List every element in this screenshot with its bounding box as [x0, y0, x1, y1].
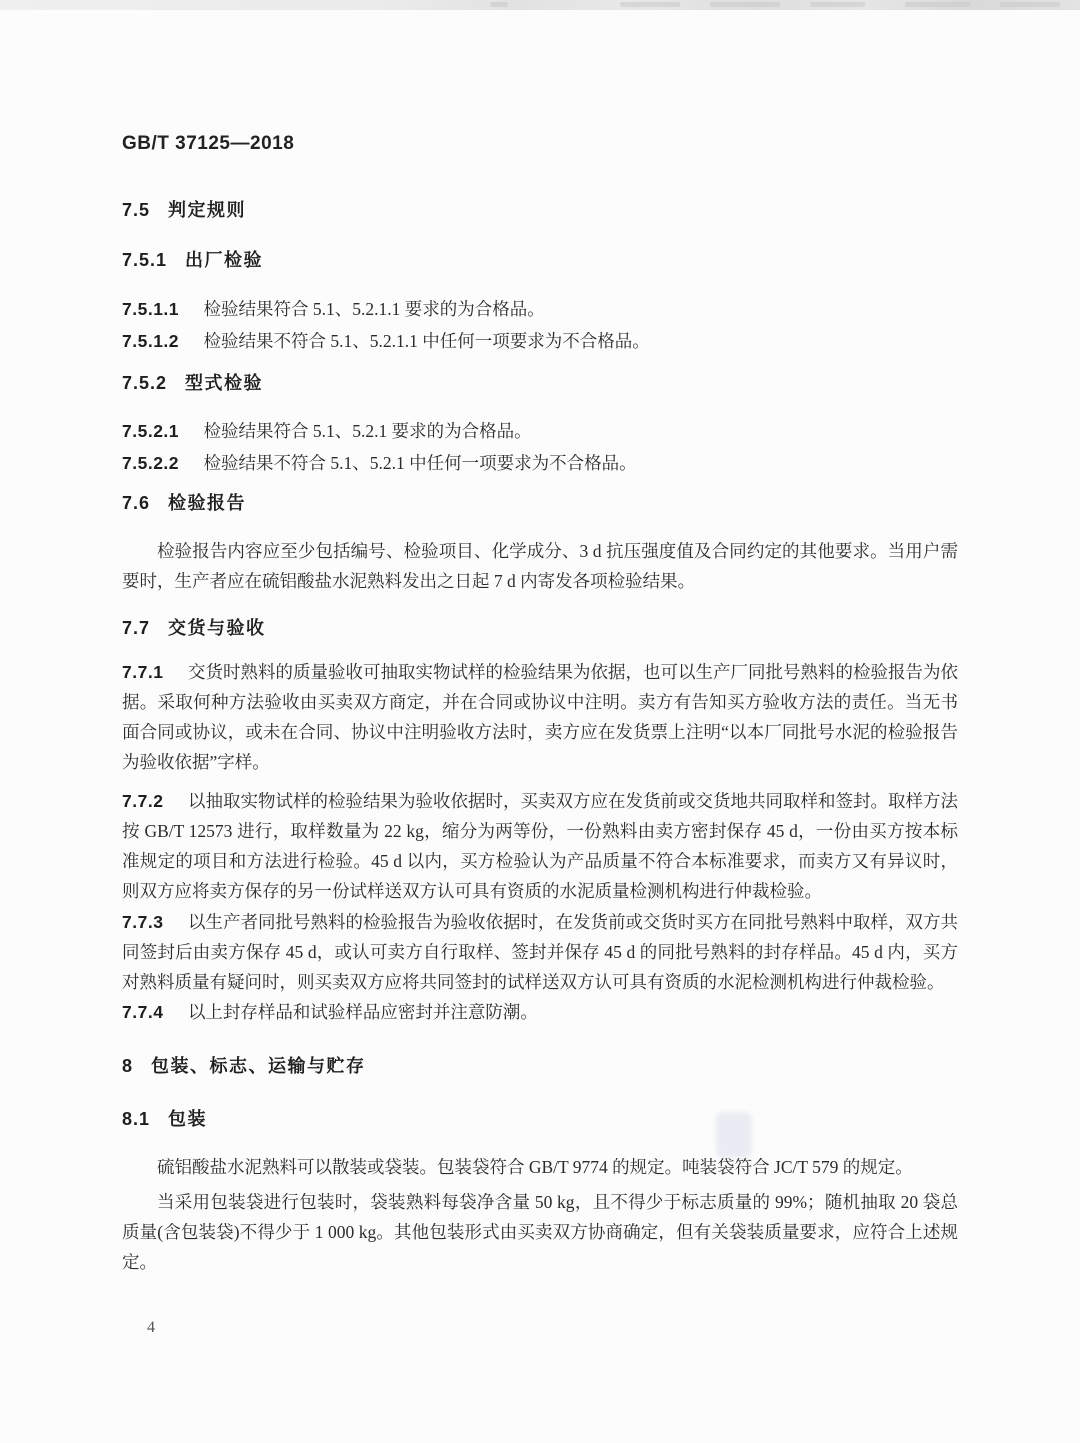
paragraph-bag-weight: 当采用包装袋进行包装时，袋装熟料每袋净含量 50 kg，且不得少于标志质量的 99%；随机抽取 20 袋总质量(含包装袋)不得少于 1 000 kg。其他包装形式由买卖双方协商确定，但有关袋装质量要求，应符合上述规定。	[122, 1192, 958, 1272]
section-heading-7-7	[122, 616, 958, 640]
section-title: 包装、标志、运输与贮存	[151, 1056, 366, 1076]
clause-7-7-4	[122, 997, 958, 1027]
clause-number: 7.7.2	[122, 791, 164, 811]
section-number: 7.7	[122, 618, 151, 638]
clause-text: 检验结果不符合 5.1、5.2.1 中任何一项要求为不合格品。	[203, 453, 637, 473]
clause-text: 检验结果不符合 5.1、5.2.1.1 中任何一项要求为不合格品。	[203, 331, 650, 351]
paragraph-inspection-report: 检验报告内容应至少包括编号、检验项目、化学成分、3 d 抗压强度值及合同约定的其他要求。当用户需要时，生产者应在硫铝酸盐水泥熟料发出之日起 7 d 内寄发各项检验结果。	[122, 541, 958, 591]
section-heading-7-5	[122, 198, 958, 222]
clause-number: 7.5.2.1	[122, 421, 180, 441]
clause-number: 7.7.3	[122, 912, 164, 932]
section-number: 7.5.1	[122, 250, 168, 270]
section-title: 型式检验	[185, 373, 264, 393]
clause-text: 检验结果符合 5.1、5.2.1.1 要求的为合格品。	[203, 299, 545, 319]
clause-number: 7.5.1.2	[122, 331, 180, 351]
clause-text: 以生产者同批号熟料的检验报告为验收依据时，在发货前或交货时买方在同批号熟料中取样，双方共同签封后由卖方保存 45 d，或认可卖方自行取样、签封并保存 45 d 的同批号熟料的封存样品。45 d 内，买方对熟料质量有疑问时，则买卖双方应将共同签封的试样送双方认可具有资质的水泥检测机构进行仲裁检验。	[122, 912, 958, 992]
paragraph-packaging-bags: 硫铝酸盐水泥熟料可以散装或袋装。包装袋符合 GB/T 9774 的规定。吨装袋符合 JC/T 579 的规定。	[157, 1157, 913, 1177]
clause-text: 交货时熟料的质量验收可抽取实物试样的检验结果为依据，也可以生产厂同批号熟料的检验报告为依据。采取何种方法验收由买卖双方商定，并在合同或协议中注明。卖方有告知买方验收方法的责任。当无书面合同或协议，或未在合同、协议中注明验收方法时，卖方应在发货票上注明“以本厂同批号水泥的检验报告为验收依据”字样。	[122, 662, 958, 772]
clause-7-7-1	[122, 657, 958, 777]
clause-text: 以上封存样品和试验样品应密封并注意防潮。	[187, 1002, 538, 1022]
clause-7-7-2	[122, 786, 958, 906]
section-title: 判定规则	[168, 200, 247, 220]
section-title: 出厂检验	[185, 250, 264, 270]
clause-number: 7.7.4	[122, 1002, 164, 1022]
clause-7-5-1-1	[122, 294, 958, 324]
clause-number: 7.7.1	[122, 662, 164, 682]
section-heading-7-6	[122, 491, 958, 515]
doc-number: GB/T 37125—2018	[122, 133, 295, 154]
section-heading-8	[122, 1054, 958, 1078]
section-number: 7.6	[122, 493, 151, 513]
section-title: 包装	[168, 1109, 208, 1129]
section-heading-7-5-1	[122, 248, 958, 272]
clause-text: 检验结果符合 5.1、5.2.1 要求的为合格品。	[203, 421, 532, 441]
section-number: 7.5	[122, 200, 151, 220]
clause-text: 以抽取实物试样的检验结果为验收依据时，买卖双方应在发货前或交货地共同取样和签封。取样方法按 GB/T 12573 进行，取样数量为 22 kg，缩分为两等份，一份熟料由卖方密封保存 45 d，一份由买方按本标准规定的项目和方法进行检验。45 d 以内，买方检验认为产品质量不符合本标准要求，而卖方又有异议时，则双方应将卖方保存的另一份试样送双方认可具有资质的水泥质量检测机构进行仲裁检验。	[122, 791, 958, 901]
section-heading-7-5-2	[122, 371, 958, 395]
clause-7-7-3	[122, 907, 958, 997]
section-heading-8-1	[122, 1107, 958, 1131]
clause-number: 7.5.1.1	[122, 299, 180, 319]
section-title: 交货与验收	[168, 618, 266, 638]
section-number: 8.1	[122, 1109, 151, 1129]
clause-7-5-2-2	[122, 448, 958, 478]
section-number: 8	[122, 1056, 134, 1076]
clause-7-5-2-1	[122, 416, 958, 446]
section-number: 7.5.2	[122, 373, 168, 393]
clause-number: 7.5.2.2	[122, 453, 180, 473]
clause-7-5-1-2	[122, 326, 958, 356]
page-number: 4	[147, 1319, 155, 1336]
section-title: 检验报告	[168, 493, 247, 513]
